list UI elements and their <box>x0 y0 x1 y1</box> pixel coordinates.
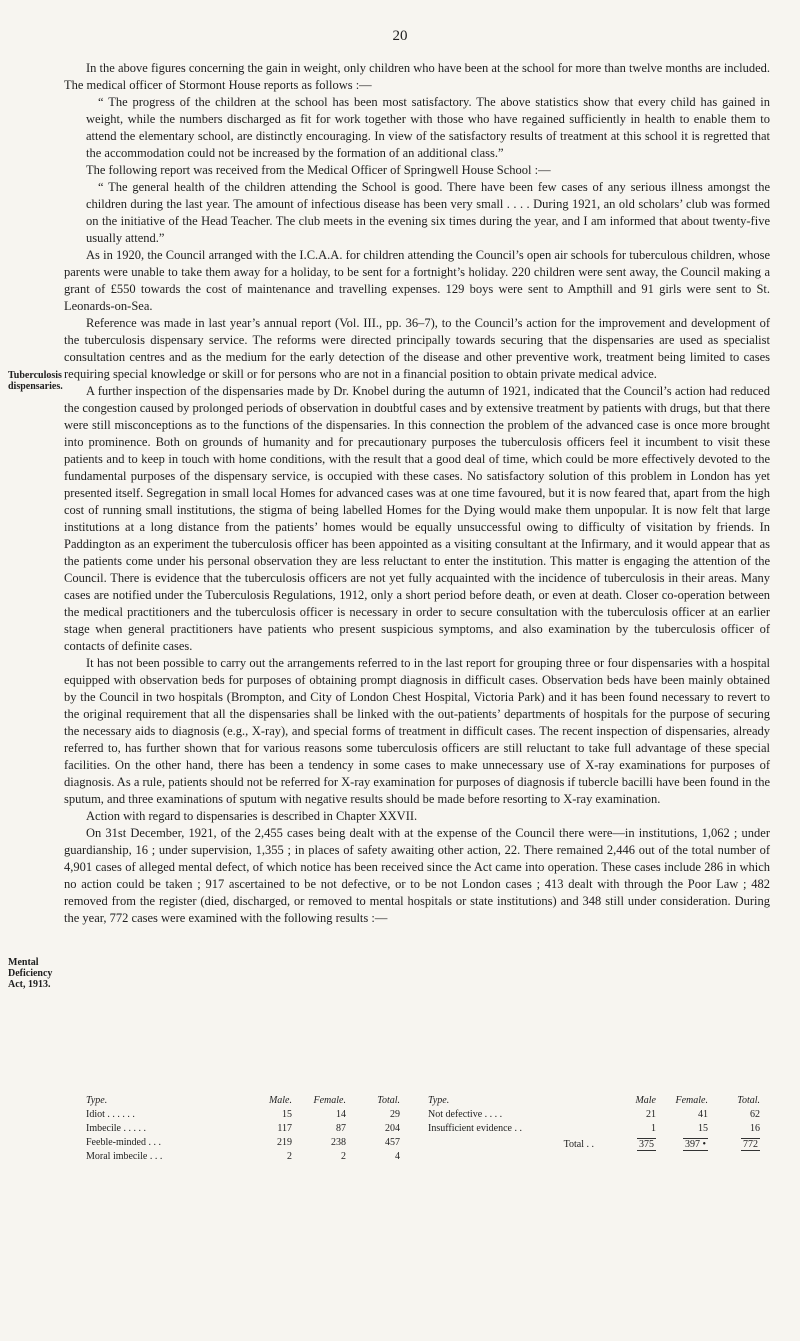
table-cell: Imbecile . . . . . <box>86 1123 146 1134</box>
paragraph: On 31st December, 1921, of the 2,455 cases being dealt with at the expense of the Council there were—in institutions, 1,062 ; under guardianship, 16 ; under supervision, 1,355 ; in places of safety awaiting other action, 22. There remained 2,446 out of the total number of 4,901 cases of alleged mental defect, of which notice has been received since the Act came into operation. These cases include 286 in which no action could be taken ; 917 ascertained to be not defective, or to be not London cases ; 413 dealt with through the Poor Law ; 482 removed from the register (died, discharged, or removed to mental hospitals or state institutions) and 348 still under consideration. During the year, 772 cases were examined with the following results :— <box>64 826 770 925</box>
total-total: 772 <box>743 1139 758 1150</box>
paragraph: It has not been possible to carry out the arrangements referred to in the last report for grouping three or four dispensaries with a hospital equipped with observation beds for purposes of obtaining prompt diagnosis in difficult cases. Observation beds have been mainly obtained by the Council in two hospitals (Brompton, and City of London Chest Hospital, Victoria Park) and it has been found necessary to revert to the original requirement that all the dispensaries shall be linked with the out-patients’ departments of hospitals for the purpose of securing the necessary aids to diagnosis (e.g., X-ray), and special forms of treatment in difficult cases. The recent inspection of dispensaries, already referred to, has further shown that for various reasons some tuberculosis officers are still reluctant to take full advantage of these special facilities. On the other hand, there has been a tendency in some cases to make unnecessary use of X-ray examinations for purposes of diagnosis. As a rule, patients should not be referred for X-ray examination for purposes of diagnosis if tubercle bacilli have been found in the sputum, and three examinations of sputum with negative results should be made before resorting to X-ray examination. <box>64 656 770 806</box>
table-cell: Not defective . . . . <box>428 1109 503 1120</box>
column-header: Type. <box>86 1095 108 1106</box>
sidenote-tuberculosis: Tuberculosis dispensaries. <box>8 370 63 392</box>
table-cell: Moral imbecile . . . <box>86 1151 163 1162</box>
results-table-left <box>86 1094 400 1164</box>
table-cell: 62 <box>750 1109 760 1120</box>
table-cell: 87 <box>336 1123 346 1134</box>
column-header: Female. <box>313 1095 346 1106</box>
table-total-row <box>428 1136 760 1152</box>
table-cell: 204 <box>385 1123 400 1134</box>
table-cell: 1 <box>651 1123 656 1134</box>
table-cell: 16 <box>750 1123 760 1134</box>
table-cell: Idiot . . . . . . <box>86 1109 135 1120</box>
table-cell: 4 <box>395 1151 400 1162</box>
table-cell: Feeble-minded . . . <box>86 1137 161 1148</box>
table-cell: 117 <box>277 1123 292 1134</box>
paragraph: Action with regard to dispensaries is described in Chapter XXVII. <box>86 809 418 823</box>
table-cell: 15 <box>698 1123 708 1134</box>
total-female: 397 • <box>684 1139 706 1150</box>
table-row <box>86 1136 400 1150</box>
column-header: Type. <box>428 1095 450 1106</box>
page-number: 20 <box>392 28 408 44</box>
column-header: Male. <box>268 1095 292 1106</box>
paragraph: The following report was received from the Medical Officer of Springwell House School :— <box>86 163 551 177</box>
table-cell: 29 <box>390 1109 400 1120</box>
table-row <box>86 1150 400 1164</box>
table-cell: 15 <box>282 1109 292 1120</box>
table-cell: 238 <box>331 1137 346 1148</box>
table-cell: 2 <box>341 1151 346 1162</box>
total-label: Total . . <box>563 1139 594 1150</box>
table-header-row <box>86 1094 400 1108</box>
results-table-right <box>428 1094 760 1152</box>
table-row <box>86 1108 400 1122</box>
table-row <box>86 1122 400 1136</box>
table-row <box>428 1122 760 1136</box>
table-row <box>428 1108 760 1122</box>
paragraph: In the above figures concerning the gain in weight, only children who have been at the school for more than twelve months are included. The medical officer of Stormont House reports as follows :— <box>64 61 770 92</box>
table-cell: 2 <box>287 1151 292 1162</box>
table-cell: 14 <box>336 1109 346 1120</box>
column-header: Male <box>635 1095 656 1106</box>
table-cell: 457 <box>385 1137 400 1148</box>
column-header: Total. <box>377 1095 400 1106</box>
column-header: Female. <box>675 1095 708 1106</box>
paragraph: As in 1920, the Council arranged with the I.C.A.A. for children attending the Council’s open air schools for tuberculous children, whose parents were unable to take them away for a holiday, to be sent for a fortnight’s holiday. 220 children were sent away, the Council making a grant of £550 towards the cost of maintenance and travelling expenses. 129 boys were sent to Ampthill and 91 girls were sent to St. Leonards-on-Sea. <box>64 248 770 313</box>
paragraph: A further inspection of the dispensaries made by Dr. Knobel during the autumn of 1921, indicated that the Council’s action had reduced the congestion caused by prolonged periods of observation in doubtful cases and by extensive treatment by patients with drugs, but that there were still misconceptions as to the functions of the dispensaries. In this connection the problem of the advanced case is once more brought into prominence. Both on grounds of humanity and for precautionary purposes the tuberculosis officers feel it incumbent to visit these patients and to keep in touch with home conditions, with the result that a good deal of time, which could be more effectively devoted to the fundamental purposes of the dispensary service, is occupied with these cases. No satisfactory solution of this problem in London has yet presented itself. Segregation in small local Homes for advanced cases was at one time favoured, but it is now feared that, apart from the high cost of running small institutions, the stigma of being labelled Homes for the Dying would make them unpopular. It is now felt that large institutions at a long distance from the patients’ homes would be equally unsuccessful owing to difficulty of visitation by friends. In Paddington as an experiment the tuberculosis officer has been appointed as a visiting consultant at the Infirmary, and it would appear that as the patients come under his personal observation they are less reluctant to enter the institution. This matter is engaging the attention of the Council. There is evidence that the tuberculosis officers are not yet fully acquainted with the incidence of tuberculosis in their areas. Many cases are notified under the Tuberculosis Regulations, 1912, only a short period before death, or even at death. Closer co-operation between the medical practitioners and the tuberculosis officer is necessary in order to secure consultation with the tuberculosis officer at an earlier stage when general practitioners have patients who present suspicious symptoms, and also examination by the tuberculosis officer of contacts of definite cases. <box>64 384 770 653</box>
table-cell: Insufficient evidence . . <box>428 1123 522 1134</box>
table-header-row <box>428 1094 760 1108</box>
body-text <box>64 60 770 927</box>
quote-springwell: “ The general health of the children attending the School is good. There have been few cases of any serious illness amongst the children during the last year. The amount of infectious disease has been very small . . . . During 1921, an old scholars’ club was formed on the initiative of the Head Teacher. The club meets in the evening six times during the year, and I am informed that about twenty-five usually attend.” <box>86 180 770 245</box>
quote-stormont: “ The progress of the children at the school has been most satisfactory. The above statistics show that every child has gained in weight, while the numbers discharged as fit for work together with those who have regained sufficiently in health to enable them to attend the elementary school, are distinctly encouraging. In view of the satisfactory results of treatment at this school it is regretted that the accommodation could not be increased by the formation of an additional class.” <box>86 95 770 160</box>
sidenote-mental-deficiency: Mental Deficiency Act, 1913. <box>8 957 53 990</box>
column-header: Total. <box>737 1095 760 1106</box>
paragraph: Reference was made in last year’s annual report (Vol. III., pp. 36–7), to the Council’s action for the improvement and development of the tuberculosis dispensary service. The reforms were directed principally towards securing that the dispensaries are used as specialist consultation centres and as the medium for the early detection of the disease and other preventive work, treatment being limited to cases requiring special knowledge or skill or for persons who are not in a financial position to obtain private medical advice. <box>64 316 770 381</box>
table-cell: 21 <box>646 1109 656 1120</box>
table-cell: 219 <box>277 1137 292 1148</box>
total-male: 375 <box>639 1139 654 1150</box>
table-cell: 41 <box>698 1109 708 1120</box>
